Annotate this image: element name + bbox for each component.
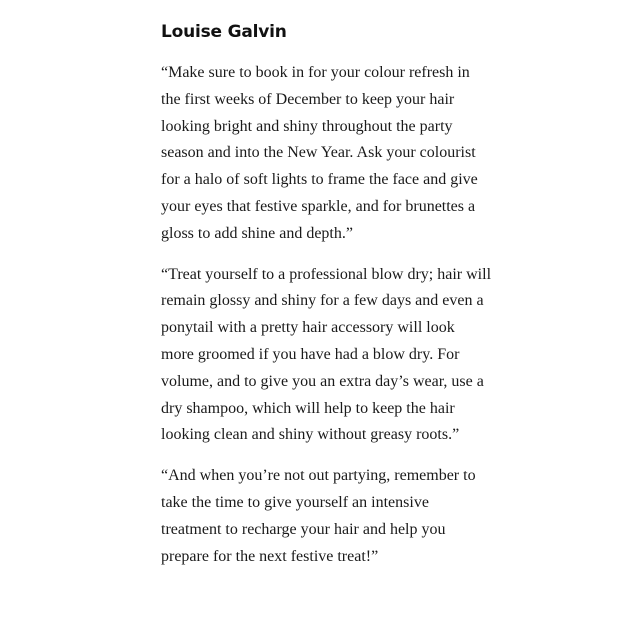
section-heading: Louise Galvin <box>161 22 287 42</box>
quote-paragraph-3: “And when you’re not out partying, remember to take the time to give yourself an intensive treatment to recharge your hair and help you prepare for the next festive treat!” <box>161 467 476 565</box>
quote-paragraph-1: “Make sure to book in for your colour refresh in the first weeks of December to keep your hair looking bright and shiny throughout the party season and into the New Year. Ask your colourist for a halo of soft lights to frame the face and give your eyes that festive sparkle, and for brunettes a gloss to add shine and depth.” <box>161 64 478 242</box>
quote-paragraph-2: “Treat yourself to a professional blow dry; hair will remain glossy and shiny for a few days and even a ponytail with a pretty hair accessory will look more groomed if you have had a blow dry. For volume, and to give you an extra day’s wear, use a dry shampoo, which will help to keep the hair looking clean and shiny without greasy roots.” <box>161 265 492 444</box>
article-body <box>161 20 491 584</box>
